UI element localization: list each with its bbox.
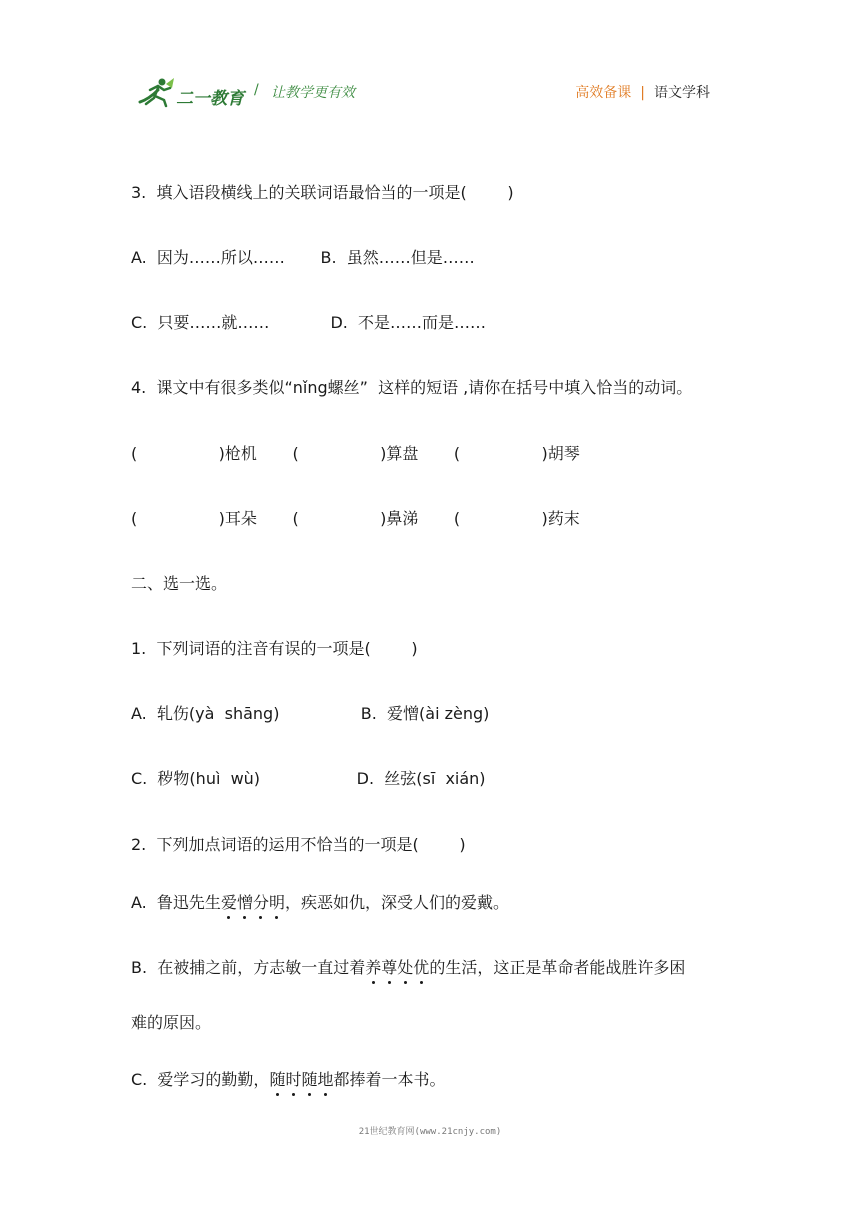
slogan-separator: / bbox=[254, 82, 259, 98]
dotted-char: 处 bbox=[397, 958, 414, 977]
question-4-row-2: ( )耳朵 ( )鼻涕 ( )药末 bbox=[131, 509, 580, 528]
option-c-prefix: C. 爱学习的勤勤， bbox=[131, 1070, 270, 1089]
page-header bbox=[130, 72, 720, 112]
header-right bbox=[575, 82, 710, 102]
question-3-options-ab: A. 因为……所以…… B. 虽然……但是…… bbox=[131, 248, 475, 267]
section-2-heading: 二、选一选。 bbox=[131, 574, 228, 593]
dotted-char: 憎 bbox=[236, 893, 253, 912]
dotted-char: 随 bbox=[269, 1070, 286, 1089]
section-2-question-1-options-cd: C. 秽物(huì wù) D. 丝弦(sī xián) bbox=[131, 769, 486, 788]
question-3-options-cd: C. 只要……就…… D. 不是……而是…… bbox=[131, 313, 487, 332]
option-b-prefix: B. 在被捕之前，方志敏一直过着 bbox=[131, 958, 366, 977]
section-2-question-2-option-b bbox=[131, 957, 685, 979]
header-category: 高效备课 bbox=[575, 85, 632, 101]
dotted-char: 随 bbox=[301, 1070, 318, 1089]
question-4-row-1: ( )枪机 ( )算盘 ( )胡琴 bbox=[131, 444, 580, 463]
dotted-char: 时 bbox=[285, 1070, 302, 1089]
section-2-question-2: 2. 下列加点词语的运用不恰当的一项是( ) bbox=[131, 835, 466, 854]
dotted-char: 分 bbox=[252, 893, 269, 912]
section-2-question-2-option-c bbox=[131, 1069, 446, 1091]
dotted-char: 养 bbox=[365, 958, 382, 977]
dotted-char: 明 bbox=[268, 893, 285, 912]
dotted-char: 优 bbox=[413, 958, 430, 977]
slogan: 让教学更有效 bbox=[271, 85, 355, 101]
header-divider: | bbox=[640, 85, 645, 101]
section-2-question-1: 1. 下列词语的注音有误的一项是( ) bbox=[131, 639, 418, 658]
logo-text: 二一教育 bbox=[176, 89, 244, 109]
section-2-question-2-option-a bbox=[131, 892, 509, 914]
option-b-suffix: 的生活，这正是革命者能战胜许多困 bbox=[429, 958, 686, 977]
option-a-prefix: A. 鲁迅先生 bbox=[131, 893, 221, 912]
option-c-suffix: 都捧着一本书。 bbox=[333, 1070, 446, 1089]
dotted-char: 尊 bbox=[381, 958, 398, 977]
question-3: 3. 填入语段横线上的关联词语最恰当的一项是( ) bbox=[131, 183, 514, 202]
dotted-char: 爱 bbox=[220, 893, 237, 912]
brand-logo bbox=[136, 76, 246, 108]
question-4: 4. 课文中有很多类似“nǐng螺丝” 这样的短语 ,请你在括号中填入恰当的动词。 bbox=[131, 378, 693, 397]
header-subject: 语文学科 bbox=[654, 85, 710, 101]
dotted-char: 地 bbox=[317, 1070, 334, 1089]
page-footer: 21世纪教育网(www.21cnjy.com) bbox=[358, 1127, 502, 1137]
option-a-suffix: ，疾恶如仇，深受人们的爱戴。 bbox=[285, 893, 510, 912]
section-2-question-1-options-ab: A. 轧伤(yà shāng) B. 爱憎(ài zèng) bbox=[131, 704, 490, 723]
runner-icon bbox=[136, 76, 176, 108]
section-2-question-2-option-b-cont: 难的原因。 bbox=[131, 1013, 212, 1032]
